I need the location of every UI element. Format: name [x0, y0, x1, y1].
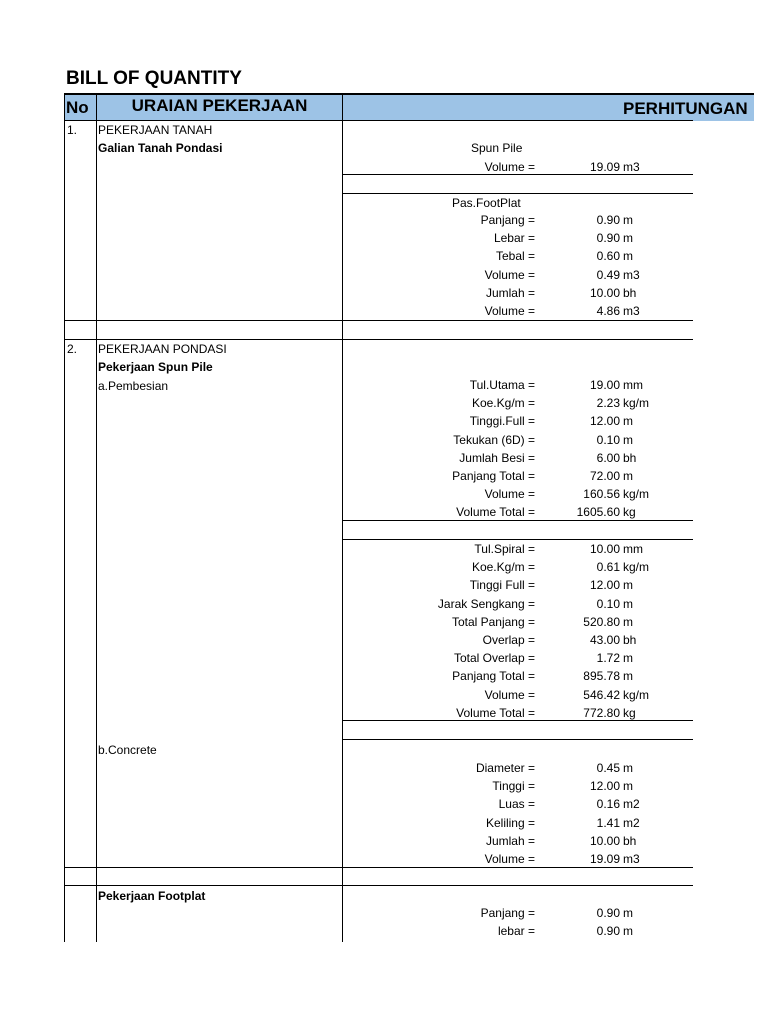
- calc-unit: bh: [623, 633, 637, 647]
- calc-value: [560, 615, 680, 629]
- calc-label: Volume =: [484, 267, 535, 282]
- calc-label: Volume =: [484, 160, 535, 174]
- calc-unit: m: [623, 669, 633, 684]
- calc-unit: bh: [623, 285, 637, 300]
- calc-value: [560, 761, 680, 775]
- calc-unit: bh: [623, 450, 637, 465]
- section-divider: [64, 320, 693, 321]
- calc-label: Volume Total =: [456, 505, 535, 520]
- work-subitem: a.Pembesian: [98, 379, 169, 393]
- row-divider: [343, 193, 693, 194]
- calc-value: [560, 706, 680, 720]
- calc-value: [560, 906, 680, 920]
- calc-number: 0.10: [596, 432, 620, 447]
- calc-number: 0.16: [596, 797, 620, 812]
- calc-label: Volume =: [484, 304, 535, 318]
- calc-subheading: Spun Pile: [471, 141, 523, 155]
- work-item: Galian Tanah Pondasi: [98, 141, 223, 155]
- calc-number: 1.72: [596, 651, 620, 666]
- calc-value: [560, 268, 680, 282]
- calc-value: [560, 304, 680, 318]
- calc-unit: m: [623, 761, 633, 775]
- calc-number: 1605.60: [576, 505, 620, 520]
- calc-value: [560, 651, 680, 665]
- calc-label: Lebar =: [493, 231, 535, 246]
- calc-value: [560, 469, 680, 483]
- calc-value: [560, 779, 680, 793]
- calc-value: [560, 834, 680, 848]
- calc-subheading: Pas.FootPlat: [452, 196, 521, 210]
- column-header-no: No: [64, 95, 96, 121]
- calc-label: Panjang Total =: [452, 669, 535, 684]
- calc-number: 520.80: [583, 614, 620, 629]
- work-subitem: b.Concrete: [98, 743, 157, 757]
- calc-value: [560, 578, 680, 592]
- calc-value: [560, 669, 680, 683]
- document-title: BILL OF QUANTITY: [66, 68, 242, 89]
- calc-value: [560, 249, 680, 263]
- row-divider: [343, 720, 693, 721]
- item-number: 1.: [67, 123, 78, 137]
- calc-value: [560, 286, 680, 300]
- column-header-perhitungan: PERHITUNGAN: [343, 95, 754, 121]
- calc-label: Panjang =: [480, 213, 535, 227]
- calc-label: Panjang =: [480, 906, 535, 920]
- calc-number: 43.00: [589, 633, 620, 647]
- calc-value: [560, 378, 680, 392]
- calc-unit: m3: [623, 160, 640, 174]
- calc-label: Volume =: [484, 687, 535, 702]
- calc-value: [560, 213, 680, 227]
- calc-number: 10.00: [589, 542, 620, 556]
- section-divider: [64, 339, 693, 340]
- calc-number: 19.00: [589, 378, 620, 392]
- calc-label: Tinggi =: [492, 779, 535, 794]
- row-divider: [343, 539, 693, 540]
- grid-col-divider-1: [96, 95, 97, 942]
- calc-unit: m3: [623, 267, 640, 282]
- calc-value: [560, 852, 680, 866]
- calc-label: Volume =: [484, 487, 535, 502]
- calc-unit: m2: [623, 815, 640, 830]
- work-item: Pekerjaan Spun Pile: [98, 360, 213, 374]
- calc-label: Jumlah =: [485, 833, 535, 848]
- calc-unit: m: [623, 596, 633, 611]
- calc-unit: kg/m: [623, 487, 650, 502]
- work-category: PEKERJAAN PONDASI: [98, 342, 227, 356]
- calc-unit: m: [623, 432, 633, 447]
- calc-number: 0.49: [596, 267, 620, 282]
- calc-unit: bh: [623, 833, 637, 848]
- calc-unit: kg/m: [623, 396, 650, 411]
- calc-value: [560, 160, 680, 174]
- grid-left-border: [64, 95, 65, 942]
- calc-label: Volume =: [484, 852, 535, 866]
- header-bottom-border: [64, 120, 693, 121]
- calc-number: 160.56: [583, 487, 620, 502]
- calc-label: Tekukan (6D) =: [453, 432, 535, 447]
- calc-value: [560, 597, 680, 611]
- calc-number: 12.00: [589, 779, 620, 794]
- calc-number: 0.90: [596, 231, 620, 246]
- calc-number: 772.80: [583, 705, 620, 720]
- calc-unit: m3: [623, 852, 640, 866]
- calc-label: Total Overlap =: [453, 651, 535, 666]
- calc-number: 4.86: [596, 304, 620, 318]
- row-divider: [343, 174, 693, 175]
- calc-number: 0.10: [596, 596, 620, 611]
- calc-unit: m: [623, 469, 633, 483]
- calc-unit: m: [623, 213, 633, 227]
- calc-unit: m: [623, 249, 633, 264]
- calc-number: 0.61: [596, 560, 620, 575]
- column-header-uraian: URAIAN PEKERJAAN: [96, 95, 343, 121]
- section-divider: [64, 867, 693, 868]
- work-item: Pekerjaan Footplat: [98, 889, 206, 903]
- calc-unit: mm: [623, 542, 643, 556]
- calc-value: [560, 414, 680, 428]
- section-divider: [64, 885, 693, 886]
- calc-label: Diameter =: [475, 761, 535, 775]
- calc-unit: m: [623, 578, 633, 593]
- calc-unit: kg: [623, 505, 636, 520]
- calc-number: 10.00: [589, 833, 620, 848]
- calc-value: [560, 505, 680, 519]
- work-category: PEKERJAAN TANAH: [98, 123, 213, 137]
- calc-label: Panjang Total =: [452, 469, 535, 483]
- calc-label: Koe.Kg/m =: [471, 396, 535, 411]
- calc-number: 72.00: [589, 469, 620, 483]
- calc-unit: m: [623, 414, 633, 429]
- calc-label: Jarak Sengkang =: [437, 596, 535, 611]
- calc-unit: kg/m: [623, 687, 650, 702]
- calc-number: 1.41: [596, 815, 620, 830]
- calc-unit: m3: [623, 304, 640, 318]
- calc-number: 0.90: [596, 213, 620, 227]
- calc-label: Luas =: [498, 797, 535, 812]
- calc-label: Tinggi.Full =: [469, 414, 535, 429]
- calc-unit: m2: [623, 797, 640, 812]
- calc-number: 0.60: [596, 249, 620, 264]
- calc-label: Koe.Kg/m =: [471, 560, 535, 575]
- calc-label: Keliling =: [485, 815, 535, 830]
- calc-value: [560, 560, 680, 574]
- calc-value: [560, 542, 680, 556]
- calc-label: Tinggi Full =: [469, 578, 535, 593]
- row-divider: [343, 739, 693, 740]
- calc-unit: m: [623, 924, 633, 939]
- calc-number: 546.42: [583, 687, 620, 702]
- calc-number: 19.09: [589, 160, 620, 174]
- calc-value: [560, 396, 680, 410]
- calc-unit: m: [623, 651, 633, 666]
- calc-number: 12.00: [589, 578, 620, 593]
- calc-unit: m: [623, 906, 633, 920]
- calc-number: 0.90: [596, 924, 620, 939]
- calc-value: [560, 688, 680, 702]
- calc-number: 0.90: [596, 906, 620, 920]
- calc-label: Tul.Utama =: [469, 378, 535, 392]
- calc-unit: kg: [623, 705, 636, 720]
- calc-unit: mm: [623, 378, 643, 392]
- calc-unit: kg/m: [623, 560, 650, 575]
- calc-label: Tebal =: [495, 249, 535, 264]
- calc-value: [560, 433, 680, 447]
- calc-label: lebar =: [497, 924, 535, 939]
- calc-number: 895.78: [583, 669, 620, 684]
- item-number: 2.: [67, 342, 78, 356]
- calc-label: Overlap =: [482, 633, 535, 647]
- calc-value: [560, 451, 680, 465]
- row-divider: [343, 520, 693, 521]
- calc-value: [560, 816, 680, 830]
- calc-value: [560, 633, 680, 647]
- calc-value: [560, 487, 680, 501]
- calc-unit: m: [623, 614, 633, 629]
- calc-value: [560, 924, 680, 938]
- calc-label: Jumlah Besi =: [459, 450, 535, 465]
- calc-label: Tul.Spiral =: [474, 542, 535, 556]
- calc-number: 10.00: [589, 285, 620, 300]
- calc-number: 12.00: [589, 414, 620, 429]
- calc-value: [560, 797, 680, 811]
- calc-unit: m: [623, 779, 633, 794]
- calc-number: 19.09: [589, 852, 620, 866]
- calc-label: Total Panjang =: [451, 614, 535, 629]
- calc-number: 0.45: [596, 761, 620, 775]
- calc-label: Volume Total =: [456, 705, 535, 720]
- calc-number: 2.23: [596, 396, 620, 411]
- calc-label: Jumlah =: [485, 285, 535, 300]
- calc-number: 6.00: [596, 450, 620, 465]
- calc-unit: m: [623, 231, 633, 246]
- calc-value: [560, 231, 680, 245]
